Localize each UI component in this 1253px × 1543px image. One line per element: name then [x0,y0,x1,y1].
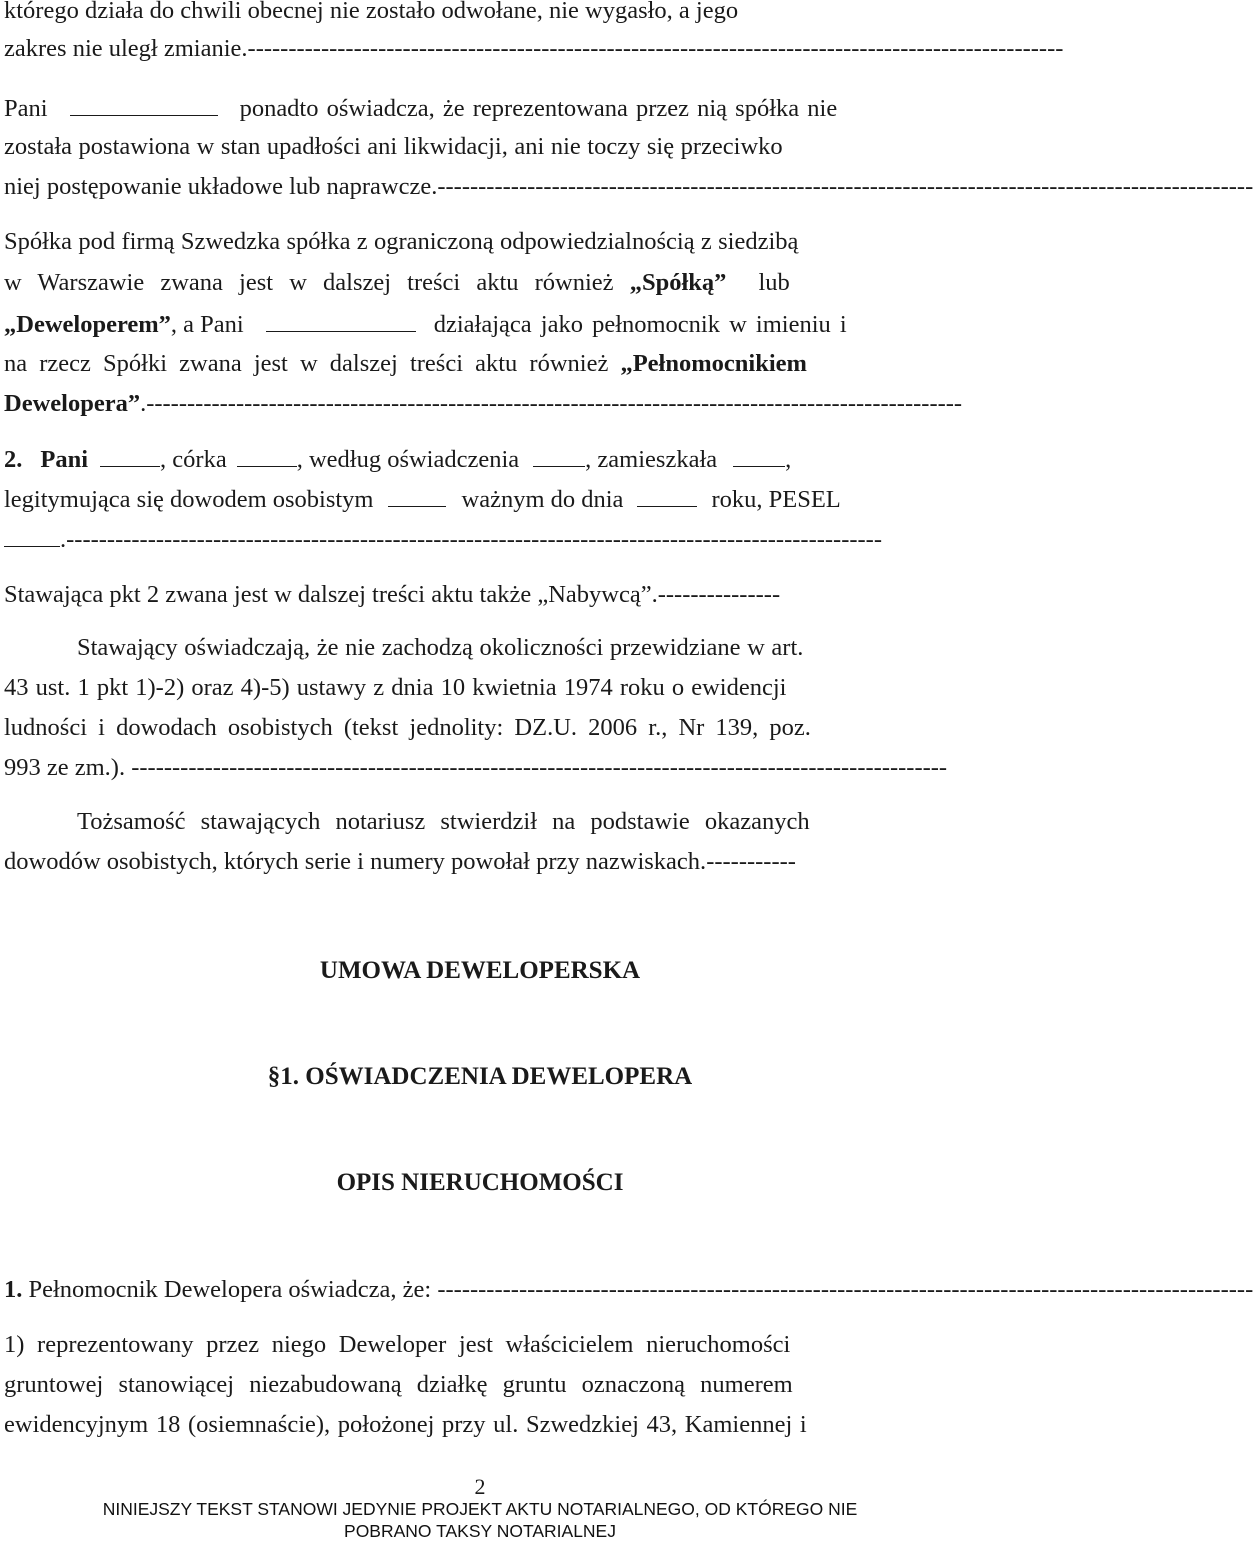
dash-filler: ---------------------------------------------------------------------------------------------------- [131,754,948,781]
text-line [4,93,959,124]
blank-field [237,444,297,467]
footer-line: NINIEJSZY TEKST STANOWI JEDYNIE PROJEKT AKTU NOTARIALNEGO, OD KTÓREGO NIE [102,1499,858,1519]
text-fragment: , według oświadczenia [296,446,520,473]
text-fragment: Dewelopera” [4,390,141,417]
blank-field [100,444,160,467]
text-fragment: lub [742,269,790,296]
text-line [4,444,959,475]
text-fragment: „Pełnomocnikiem [620,350,807,377]
footer-line: POBRANO TAKSY NOTARIALNEJ [344,1521,616,1541]
text-fragment: 1. [4,1276,23,1303]
text-fragment: roku, PESEL [711,486,841,513]
text-fragment: zakres nie uległ zmianie. [4,35,248,62]
text-fragment: „Deweloperem” [4,311,171,338]
text-fragment: w Warszawie zwana jest w dalszej treści aktu również [4,269,630,296]
blank-field [266,309,416,332]
text-line: gruntowej stanowiącej niezabudowaną działkę gruntu oznaczoną numerem [4,1371,793,1398]
dash-filler: ---------------------------------------------------------------------------------------------------- [146,390,963,417]
dash-filler: --------------- [657,581,781,608]
text-fragment: dowodów osobistych, których serie i numery powołał przy nazwiskach. [4,848,707,875]
dash-filler: ----------- [706,848,796,875]
document-title: UMOWA DEWELOPERSKA [319,957,641,984]
section-heading: §1. OŚWIADCZENIA DEWELOPERA [267,1063,693,1090]
blank-field [533,444,585,467]
text-line: ludności i dowodach osobistych (tekst jednolity: DZ.U. 2006 r., Nr 139, poz. [4,714,811,741]
text-fragment: „Spółką” [629,269,727,296]
dash-filler: ---------------------------------------------------------------------------------------------------- [247,35,1064,62]
dash-filler: ---------------------------------------------------------------------------------------------------- [437,1276,1253,1303]
text-line [4,268,959,298]
text-fragment: którego działa do chwili obecnej nie zostało odwołane, nie wygasło, a jego [4,0,739,24]
text-fragment: Pełnomocnik Dewelopera oświadcza, że: [22,1276,438,1303]
dash-filler: ---------------------------------------------------------------------------------------------------- [437,173,1253,200]
text-fragment: Stawająca pkt 2 zwana jest w dalszej treści aktu także „Nabywcą”. [4,581,658,608]
text-line [4,349,959,379]
text-line [4,0,959,26]
text-fragment: 993 ze zm.). [4,754,132,781]
text-fragment: , zamieszkała [585,446,718,473]
text-fragment: , a Pani [170,311,244,338]
page-number: 2 [474,1474,486,1499]
text-line: Spółka pod firmą Szwedzka spółka z ograniczoną odpowiedzialnością z siedzibą [4,228,799,255]
text-fragment: . [60,526,67,553]
text-line [4,309,959,340]
text-line: Tożsamość stawających notariusz stwierdził na podstawie okazanych [77,808,810,835]
text-fragment: działająca jako pełnomocnik w imieniu i [433,311,847,338]
text-line [4,172,1253,202]
text-fragment: . [140,390,147,417]
blank-field [4,524,60,547]
text-fragment: Pani [40,446,89,473]
text-line [4,34,1064,64]
text-line [4,524,959,555]
text-line: ewidencyjnym 18 (osiemnaście), położonej przy ul. Szwedzkiej 43, Kamiennej i [4,1411,807,1438]
text-fragment: , [785,446,792,473]
blank-field [637,484,697,507]
subsection-heading: OPIS NIERUCHOMOŚCI [336,1169,624,1196]
text-fragment: niej postępowanie układowe lub naprawcze. [4,173,438,200]
text-fragment: ponadto oświadcza, że reprezentowana przez nią spółka nie [239,95,838,122]
text-line: została postawiona w stan upadłości ani likwidacji, ani nie toczy się przeciwko [4,133,783,160]
text-fragment: na rzecz Spółki zwana jest w dalszej treści aktu również [4,350,621,377]
text-fragment: 2. [4,446,23,473]
dash-filler: ---------------------------------------------------------------------------------------------------- [66,526,882,553]
blank-field [70,93,218,116]
text-line [4,1275,1253,1305]
text-line [4,484,959,515]
text-line: 1) reprezentowany przez niego Deweloper jest właścicielem nieruchomości [4,1331,791,1358]
text-line [4,753,956,783]
text-fragment: , córka [160,446,227,473]
blank-field [388,484,446,507]
text-line: 43 ust. 1 pkt 1)-2) oraz 4)-5) ustawy z dnia 10 kwietnia 1974 roku o ewidencji [4,674,787,701]
text-fragment: ważnym do dnia [461,486,624,513]
text-line [4,580,959,610]
text-line [4,847,959,877]
text-fragment: Pani [4,95,48,122]
text-fragment [240,94,959,124]
text-fragment: legitymująca się dowodem osobistym [4,486,374,513]
blank-field [733,444,785,467]
text-line: Stawający oświadczają, że nie zachodzą okoliczności przewidziane w art. [77,634,804,661]
text-line [4,389,963,419]
